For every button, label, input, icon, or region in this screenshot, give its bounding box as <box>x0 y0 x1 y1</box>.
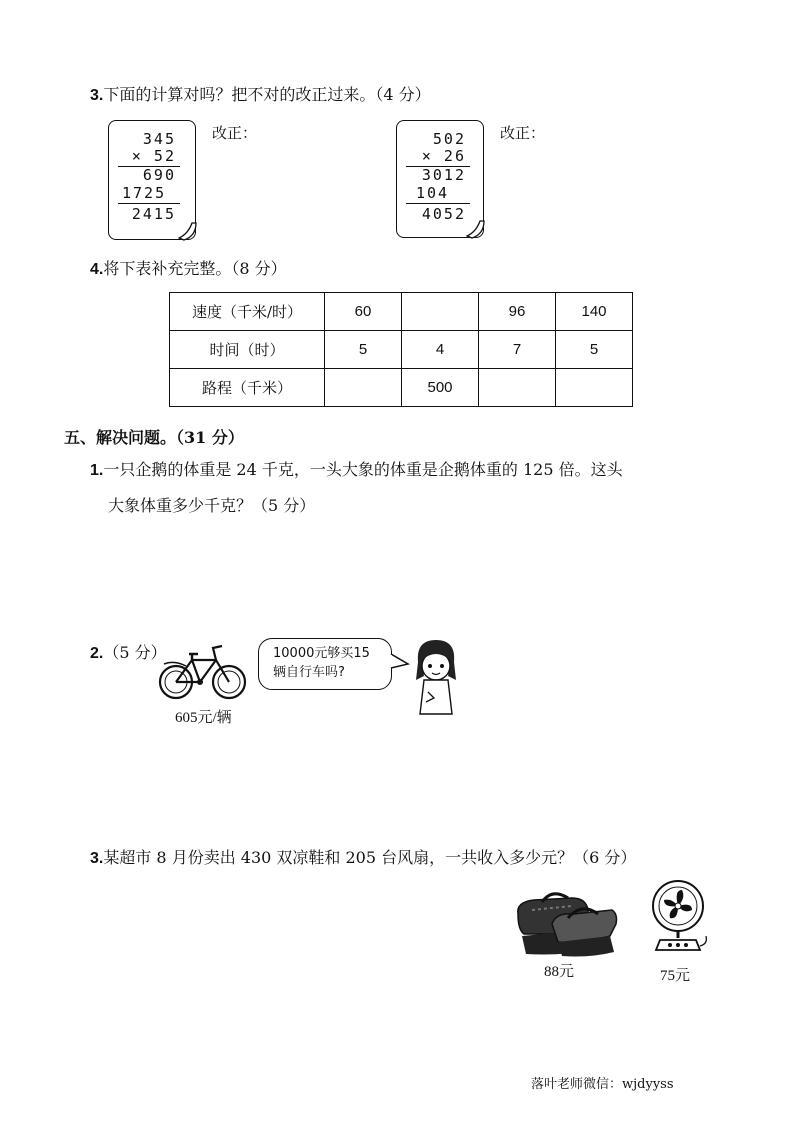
correct-label-2: 改正： <box>500 124 546 142</box>
fan-icon <box>648 878 712 958</box>
table-cell: 140 <box>556 293 633 331</box>
page-curl-icon <box>466 220 486 240</box>
table-cell-blank[interactable] <box>325 369 402 407</box>
calc1-line4: 1725 <box>122 184 167 202</box>
calc1-result: 2415 <box>131 205 176 223</box>
table-cell-blank[interactable] <box>402 293 479 331</box>
footer-contact: 落叶老师微信：wjdyyss <box>531 1077 674 1092</box>
table-cell: 5 <box>325 331 402 369</box>
bicycle-icon <box>156 640 250 702</box>
fan-price: 75元 <box>660 968 691 984</box>
calc2-result: 4052 <box>421 205 466 223</box>
table-cell-blank[interactable] <box>479 369 556 407</box>
calc1-line1: 345 <box>142 130 176 148</box>
problem-1-line1: 1.一只企鹅的体重是 24 千克，一头大象的体重是企鹅体重的 125 倍。这头 <box>90 460 623 479</box>
calc2-line2: × 26 <box>421 147 466 165</box>
table-cell: 500 <box>402 369 479 407</box>
calc2-line3: 3012 <box>421 166 466 184</box>
bike-price: 605元/辆 <box>175 710 232 726</box>
table-cell: 7 <box>479 331 556 369</box>
sandals-icon <box>512 884 620 960</box>
table-cell: 96 <box>479 293 556 331</box>
girl-icon <box>410 636 462 718</box>
calc1-rule <box>118 203 180 204</box>
row-label-speed: 速度（千米/时） <box>170 293 325 331</box>
table-cell-blank[interactable] <box>556 369 633 407</box>
bubble-tail <box>390 652 410 672</box>
calc2-line1: 502 <box>432 130 466 148</box>
row-label-distance: 路程（千米） <box>170 369 325 407</box>
section-title: 五、解决问题。（31 分） <box>64 428 244 447</box>
row-label-time: 时间（时） <box>170 331 325 369</box>
correct-label-1: 改正： <box>212 124 258 142</box>
q4-title: 4.将下表补充完整。（8 分） <box>90 259 287 278</box>
calc2-rule <box>406 203 470 204</box>
table-cell: 60 <box>325 293 402 331</box>
calc2-line4: 104 <box>416 184 450 202</box>
problem-3-title: 3.某超市 8 月份卖出 430 双凉鞋和 205 台风扇，一共收入多少元？（6 分） <box>90 848 637 867</box>
speech-bubble: 10000元够买15 辆自行车吗? <box>258 638 392 690</box>
problem-1-line2: 大象体重多少千克？（5 分） <box>108 496 316 515</box>
calc1-line3: 690 <box>142 166 176 184</box>
q3-title: 3.下面的计算对吗？把不对的改正过来。（4 分） <box>90 85 431 104</box>
table-row <box>170 369 633 407</box>
table-row <box>170 331 633 369</box>
problem-2-title: 2.（5 分） <box>90 643 167 662</box>
calc1-line2: × 52 <box>131 147 176 165</box>
table-row <box>170 293 633 331</box>
table-cell: 4 <box>402 331 479 369</box>
speed-time-distance-table <box>169 292 633 407</box>
page-curl-icon <box>178 222 198 242</box>
table-cell: 5 <box>556 331 633 369</box>
sandal-price: 88元 <box>544 964 575 980</box>
